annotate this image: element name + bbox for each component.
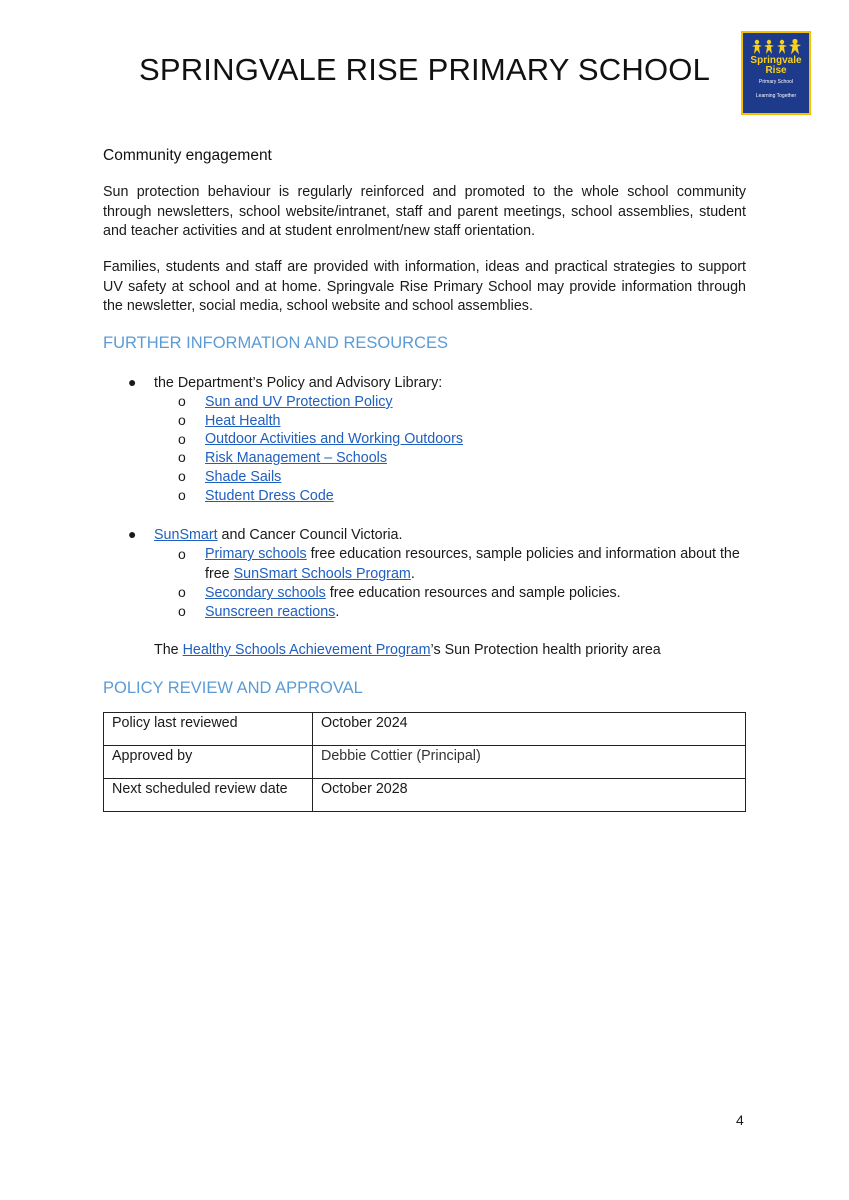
logo-motto: Learning Together bbox=[755, 93, 797, 99]
circle-bullet-icon: o bbox=[178, 449, 186, 465]
table-cell-label: Approved by bbox=[104, 746, 313, 779]
link-sunsmart-schools-program[interactable]: SunSmart Schools Program bbox=[233, 566, 411, 582]
circle-bullet-icon: o bbox=[178, 412, 186, 428]
page-title: SPRINGVALE RISE PRIMARY SCHOOL bbox=[138, 52, 711, 87]
period-text: . bbox=[335, 604, 340, 620]
community-paragraph-1: Sun protection behaviour is regularly reinforced and promoted to the whole school community through newsletters, school website/intranet, staff and parent meetings, school assemblies, student and teacher activities and at student enrolment/new staff orientation. bbox=[103, 184, 746, 239]
primary-schools-line bbox=[205, 545, 740, 564]
circle-bullet-icon: o bbox=[178, 487, 186, 503]
link-student-dress-code[interactable]: Student Dress Code bbox=[205, 488, 334, 504]
page-number: 4 bbox=[736, 1112, 744, 1128]
policy-library-text: the Department’s Policy and Advisory Library: bbox=[154, 375, 443, 391]
community-heading: Community engagement bbox=[103, 147, 272, 164]
circle-bullet-icon: o bbox=[178, 546, 186, 562]
review-heading: POLICY REVIEW AND APPROVAL bbox=[103, 679, 363, 697]
school-logo bbox=[741, 31, 811, 115]
link-healthy-schools-program[interactable]: Healthy Schools Achievement Program bbox=[182, 642, 431, 658]
link-sunscreen-reactions[interactable]: Sunscreen reactions bbox=[205, 604, 336, 620]
sunscreen-line bbox=[205, 603, 339, 622]
healthy-rest-text: ’s Sun Protection health priority area bbox=[430, 642, 661, 658]
table-cell-label: Policy last reviewed bbox=[104, 713, 313, 746]
circle-bullet-icon: o bbox=[178, 584, 186, 600]
bullet-icon: ● bbox=[128, 526, 137, 542]
link-sun-uv-policy[interactable]: Sun and UV Protection Policy bbox=[205, 394, 393, 410]
link-primary-schools[interactable]: Primary schools bbox=[205, 546, 307, 562]
table-row bbox=[104, 713, 746, 746]
sunsmart-line bbox=[154, 526, 402, 545]
link-risk-management[interactable]: Risk Management – Schools bbox=[205, 450, 387, 466]
period-text: . bbox=[410, 566, 415, 582]
program-line bbox=[205, 565, 415, 584]
table-cell-label: Next scheduled review date bbox=[104, 779, 313, 812]
table-row bbox=[104, 746, 746, 779]
logo-text: Springvale bbox=[750, 55, 802, 66]
circle-bullet-icon: o bbox=[178, 468, 186, 484]
table-cell-value: Debbie Cottier (Principal) bbox=[313, 746, 746, 779]
link-shade-sails[interactable]: Shade Sails bbox=[205, 469, 282, 485]
secondary-schools-text: free education resources and sample policies. bbox=[325, 585, 621, 601]
resources-heading: FURTHER INFORMATION AND RESOURCES bbox=[103, 334, 448, 352]
table-cell-value: October 2028 bbox=[313, 779, 746, 812]
link-sunsmart[interactable]: SunSmart bbox=[154, 527, 218, 543]
link-heat-health[interactable]: Heat Health bbox=[205, 413, 281, 429]
table-row bbox=[104, 779, 746, 812]
secondary-schools-line bbox=[205, 584, 621, 603]
sunsmart-text: and Cancer Council Victoria. bbox=[217, 527, 403, 543]
primary-schools-text: free education resources, sample policies and information about the bbox=[306, 546, 740, 562]
logo-text: Rise bbox=[765, 65, 787, 76]
healthy-pre-text: The bbox=[154, 642, 183, 658]
link-outdoor-activities[interactable]: Outdoor Activities and Working Outdoors bbox=[205, 431, 463, 447]
community-paragraph-2: Families, students and staff are provided with information, ideas and practical strategies to support UV safety at school and at home. Springvale Rise Primary School may provide information through the newsletter, social media, school website and school assemblies. bbox=[103, 259, 746, 314]
circle-bullet-icon: o bbox=[178, 393, 186, 409]
link-secondary-schools[interactable]: Secondary schools bbox=[205, 585, 326, 601]
figures-icon bbox=[751, 39, 801, 55]
free-text: free bbox=[205, 566, 234, 582]
table-cell-value: October 2024 bbox=[313, 713, 746, 746]
bullet-icon: ● bbox=[128, 374, 137, 390]
circle-bullet-icon: o bbox=[178, 603, 186, 619]
healthy-schools-line bbox=[154, 641, 661, 660]
circle-bullet-icon: o bbox=[178, 431, 186, 447]
logo-subtext: Primary School bbox=[759, 79, 793, 85]
review-table bbox=[103, 712, 746, 812]
